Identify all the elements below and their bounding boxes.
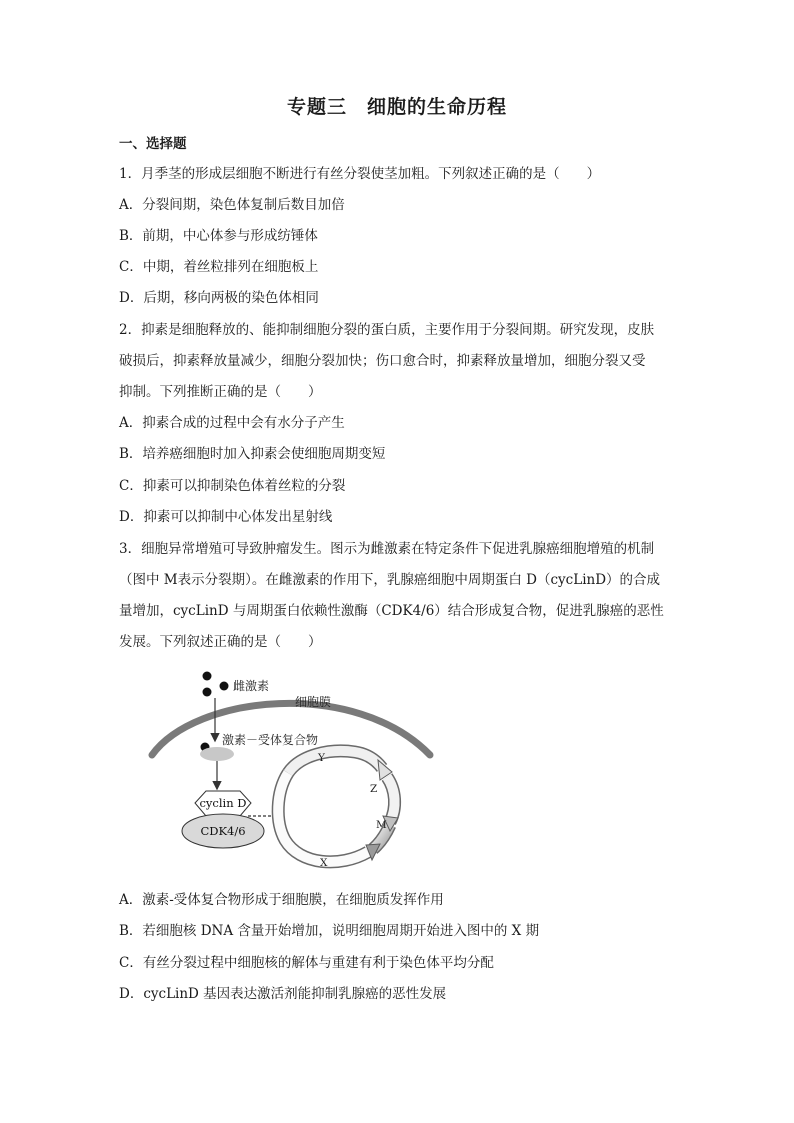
section-heading: 一、选择题	[119, 136, 187, 152]
page-title: 专题三 细胞的生命历程	[286, 96, 507, 118]
cell-cycle-mechanism-diagram	[140, 660, 440, 875]
question-3-option-d: D．cycLinD 基因表达激活剂能抑制乳腺癌的恶性发展	[119, 986, 447, 1002]
question-1-option-a: A．分裂间期，染色体复制后数目加倍	[119, 197, 345, 213]
question-3-stem-line-4: 发展。下列叙述正确的是（ ）	[119, 634, 322, 650]
cyclin-d-label: cyclin D	[199, 796, 247, 810]
question-3-stem-line-3: 量增加，cycLinD 与周期蛋白依赖性激酶（CDK4/6）结合形成复合物，促进乳腺癌的恶性	[119, 603, 664, 619]
question-3-option-b: B．若细胞核 DNA 含量开始增加，说明细胞周期开始进入图中的 X 期	[119, 923, 540, 939]
question-2-stem-line-1: 2．抑素是细胞释放的、能抑制细胞分裂的蛋白质，主要作用于分裂间期。研究发现，皮肤	[119, 322, 655, 338]
hormone-label: 雌激素	[233, 679, 270, 693]
question-1-option-b: B．前期，中心体参与形成纺锤体	[119, 228, 318, 244]
question-2-stem-line-2: 破损后，抑素释放量减少，细胞分裂加快；伤口愈合时，抑素释放量增加，细胞分裂又受	[119, 353, 646, 369]
question-2-stem-line-3: 抑制。下列推断正确的是（ ）	[119, 384, 322, 400]
phase-m-label: M	[376, 819, 387, 831]
question-3-option-c: C．有丝分裂过程中细胞核的解体与重建有利于染色体平均分配	[119, 955, 494, 971]
question-1-option-c: C．中期，着丝粒排列在细胞板上	[119, 259, 319, 275]
question-1-option-d: D．后期，移向两极的染色体相同	[119, 290, 319, 306]
hormone-molecule-dot	[203, 672, 212, 681]
phase-z-label: Z	[370, 783, 378, 795]
hormone-molecule-dot	[203, 688, 212, 697]
question-3-stem-line-2: （图中 M表示分裂期）。在雌激素的作用下，乳腺癌细胞中周期蛋白 D（cycLinD）的合成	[119, 572, 661, 588]
question-2-option-d: D．抑素可以抑制中心体发出星射线	[119, 509, 333, 525]
phase-y-label: Y	[318, 752, 325, 764]
hormone-molecule-dot	[220, 682, 229, 691]
question-3-stem-line-1: 3．细胞异常增殖可导致肿瘤发生。图示为雌激素在特定条件下促进乳腺癌细胞增殖的机制	[119, 541, 655, 557]
cell-cycle-ring	[278, 751, 398, 862]
cdk-label: CDK4/6	[200, 824, 246, 838]
complex-label: 激素－受体复合物	[222, 733, 319, 747]
cell-membrane	[152, 703, 430, 755]
question-3-option-a: A．激素-受体复合物形成于细胞膜，在细胞质发挥作用	[119, 892, 444, 908]
phase-x-label: X	[320, 857, 328, 869]
cell-membrane-label: 细胞膜	[295, 695, 332, 709]
question-1-stem: 1．月季茎的形成层细胞不断进行有丝分裂使茎加粗。下列叙述正确的是（ ）	[119, 166, 601, 182]
question-2-option-a: A．抑素合成的过程中会有水分子产生	[119, 415, 345, 431]
question-2-option-c: C．抑素可以抑制染色体着丝粒的分裂	[119, 478, 346, 494]
receptor-ellipse	[200, 747, 234, 761]
question-2-option-b: B．培养癌细胞时加入抑素会使细胞周期变短	[119, 446, 386, 462]
